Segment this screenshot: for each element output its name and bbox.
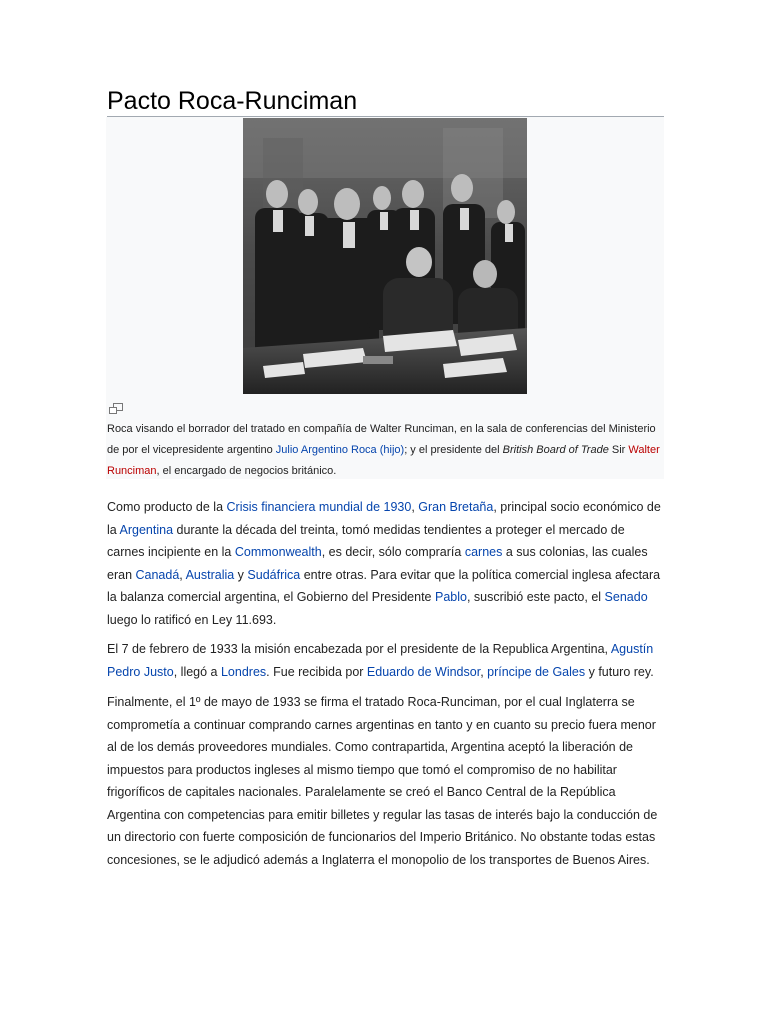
paragraph-3: Finalmente, el 1º de mayo de 1933 se firma el tratado Roca-Runciman, por el cual Inglaterra se comprometía a continuar comprando carnes argentinas en tanto y en cuanto su precio fuera menor al de los demás proveedores mundiales. Como contrapartida, Argentina aceptó la liberación de impuestos para productos ingleses al mismo tiempo que tomó el compromiso de no habilitar frigoríficos de capitales nacionales. Paralelamente se creó el Banco Central de la República Argentina con competencias para emitir billetes y regular las tasas de interés bajo la conducción de un directorio con fuerte composición de funcionarios del Imperio Británico. No obstante todas estas concesiones, se le adjudicó además a Inglaterra el monopolio de los transportes de Buenos Aires. [107, 695, 658, 867]
caption-italic-text: British Board of Trade [502, 444, 609, 456]
link-agustin-pedro-justo[interactable]: Agustín Pedro Justo [107, 642, 654, 679]
link-sudafrica[interactable]: Sudáfrica [247, 567, 301, 582]
link-julio-argentino-roca[interactable]: Julio Argentino Roca (hijo) [275, 444, 405, 456]
paragraph-text: Como producto de la [107, 500, 227, 514]
paragraph-text: entre otras. Para evitar que la política comercial inglesa afectara la balanza comercial argentina, el Gobierno del Presidente [107, 567, 661, 604]
paragraph-text: . Fue recibida por [266, 664, 367, 679]
paragraph-text: , [411, 500, 419, 514]
paragraph-text: , suscribió este pacto, el [466, 590, 605, 604]
page-title: Pacto Roca-Runciman [107, 86, 664, 117]
link-carnes[interactable]: carnes [464, 545, 503, 559]
article-figure [106, 117, 664, 479]
link-commonwealth[interactable]: Commonwealth [234, 545, 322, 559]
paragraph-text: El 7 de febrero de 1933 la misión encabezada por el presidente de la Republica Argentina, [107, 642, 611, 656]
caption-text: Sir [608, 444, 629, 456]
paragraph-text: y futuro rey. [585, 664, 654, 679]
caption-text: Roca visando el borrador del tratado en compañía de Walter Runciman, en la sala de conferencias del Ministerio de por el vicepresidente argentino [107, 423, 656, 456]
paragraph-text: durante la década del treinta, tomó medidas tendientes a proteger el mercado de carnes incipiente en la [107, 522, 625, 559]
redlink-walter-runciman[interactable]: Walter Runciman [107, 444, 660, 477]
paragraph-1 [107, 496, 663, 631]
link-australia[interactable]: Australia [185, 567, 235, 582]
paragraph-text: , [179, 567, 186, 582]
link-eduardo-de-windsor[interactable]: Eduardo de Windsor [366, 664, 481, 679]
link-argentina[interactable]: Argentina [119, 522, 174, 537]
link-pablo[interactable]: Pablo [434, 590, 467, 604]
link-principe-de-gales[interactable]: príncipe de Gales [487, 664, 586, 679]
paragraph-text: , es decir, sólo compraría [321, 545, 465, 559]
caption-text: , el encargado de negocios británico. [156, 465, 337, 477]
figure-caption [107, 419, 663, 482]
photo-treaty-signing[interactable] [243, 118, 527, 394]
link-gran-bretana[interactable]: Gran Bretaña [418, 500, 494, 514]
paragraph-text: , llegó a [173, 664, 221, 679]
link-canada[interactable]: Canadá [135, 567, 180, 582]
link-crisis-financiera[interactable]: Crisis financiera mundial de 1930 [226, 500, 412, 514]
link-senado[interactable]: Senado [604, 590, 648, 604]
paragraph-2 [107, 638, 663, 683]
paragraph-text: , [480, 664, 488, 679]
paragraph-text: y [234, 567, 248, 582]
link-londres[interactable]: Londres [220, 664, 267, 679]
paragraph-text: a sus colonias, las cuales eran [107, 545, 648, 582]
paragraph-text: , principal socio económico de la [107, 500, 661, 537]
paragraph-text: luego lo ratificó en Ley 11.693. [107, 612, 277, 627]
caption-text: ; y el presidente del [404, 444, 503, 456]
magnify-clip-icon[interactable] [109, 403, 123, 414]
